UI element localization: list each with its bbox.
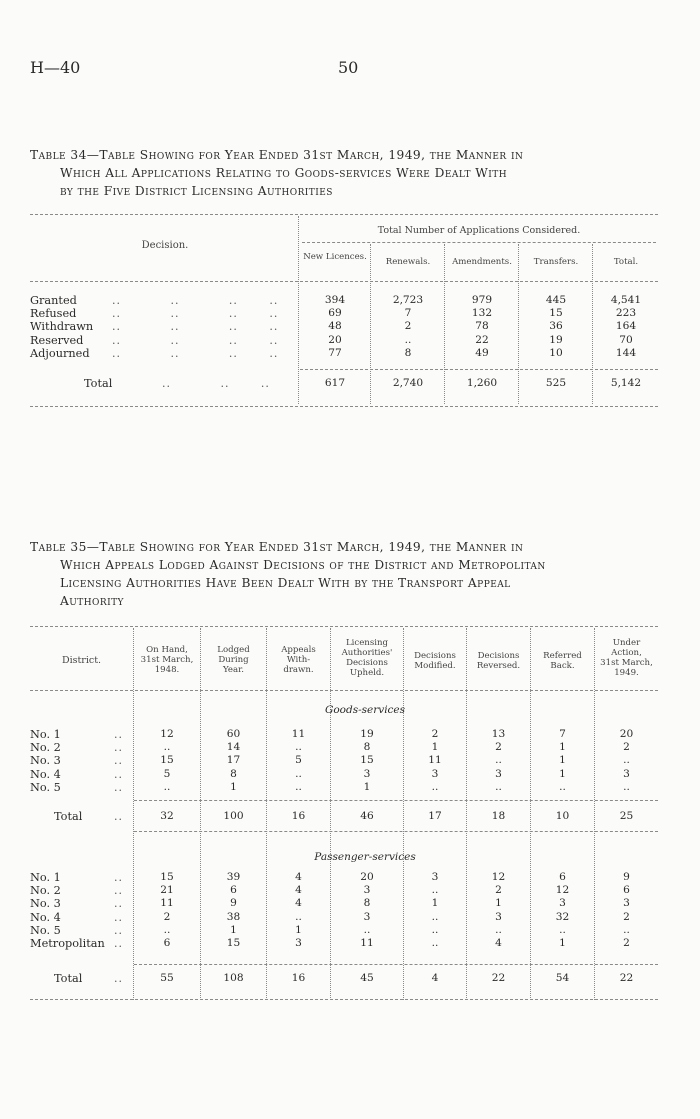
cell: 394	[324, 294, 346, 306]
row-label: No. 2	[30, 884, 61, 898]
column-header: Total.	[613, 257, 639, 267]
total-label: Total	[84, 377, 113, 390]
data-column: 2 1 11 3 ..	[428, 728, 442, 793]
total-cell: 100	[223, 810, 244, 822]
total-cell: 46	[360, 810, 374, 822]
data-column: 4 4 4 .. 1 3	[295, 871, 302, 950]
row-label: No. 4	[30, 910, 61, 924]
cell: 144	[615, 346, 637, 359]
column-header: Appeals With- drawn.	[281, 645, 316, 675]
cell: 2,723	[392, 294, 424, 306]
title-line: by the Five District Licensing Authorities	[60, 184, 333, 198]
leader-dots: .. .. ..	[162, 377, 270, 390]
column-header: Decisions Reversed.	[476, 651, 521, 671]
column-header: Referred Back.	[543, 651, 582, 671]
total-cell: 4	[431, 972, 439, 984]
cell: ..	[404, 333, 412, 346]
row-label: Adjourned	[30, 346, 90, 360]
column-header: Amendments.	[452, 257, 512, 267]
data-column: 19 8 15 3 1	[360, 728, 374, 793]
title-line: Which Appeals Lodged Against Decisions of the District and Metropolitan	[60, 558, 546, 572]
data-column: 60 14 17 8 1	[226, 728, 241, 793]
cell: 69	[328, 307, 342, 320]
section-title: Goods-services	[324, 704, 406, 716]
column-header: On Hand, 31st March, 1948.	[140, 645, 194, 675]
row-labels	[30, 728, 61, 794]
data-column: 6 12 3 32 .. 1	[555, 871, 570, 950]
cell: 48	[328, 320, 342, 333]
row-label: Reserved	[30, 333, 84, 347]
data-column: 7 1 1 1 ..	[559, 728, 566, 793]
cell: 979	[471, 294, 493, 306]
leader-dots: ..	[114, 810, 123, 823]
section-title: Passenger-services	[314, 851, 416, 863]
cell: 132	[471, 307, 493, 320]
column-divider	[370, 244, 371, 404]
total-cell: 1,260	[466, 377, 498, 389]
total-cell: 16	[291, 972, 306, 984]
total-cell: 617	[324, 377, 346, 389]
total-cell: 16	[291, 810, 306, 822]
total-cell: 2,740	[392, 377, 424, 389]
data-column	[300, 294, 370, 360]
leader-dots: .. .. .. .. ..	[114, 728, 123, 794]
column-header: Lodged During Year.	[217, 645, 250, 675]
column-divider	[518, 244, 519, 404]
total-cell: 10	[555, 810, 570, 822]
row-label: No. 4	[30, 767, 61, 781]
data-column: 20 2 .. 3 ..	[619, 728, 634, 793]
table-rule	[30, 626, 658, 627]
district-header: District.	[61, 655, 102, 666]
data-column	[520, 294, 592, 360]
data-column	[372, 294, 444, 360]
row-label: Withdrawn	[30, 320, 94, 334]
table-rule	[30, 690, 658, 691]
column-divider	[592, 244, 593, 404]
column-header: Transfers.	[533, 257, 579, 267]
cell: 49	[475, 346, 489, 359]
decision-header: Decision.	[141, 240, 189, 251]
row-label: Refused	[30, 307, 77, 321]
row-labels	[30, 871, 105, 950]
column-header: Under Action, 31st March, 1949.	[600, 638, 653, 678]
column-divider	[298, 216, 299, 404]
data-column: 15 21 11 2 .. 6	[160, 871, 174, 950]
title-line: Authority	[60, 594, 124, 608]
data-column: 9 6 3 2 .. 2	[623, 871, 630, 950]
cell: 77	[328, 346, 342, 359]
row-labels	[30, 294, 93, 360]
table-rule	[134, 831, 658, 832]
data-column: 3 .. 1 .. .. ..	[431, 871, 439, 950]
data-column: 39 6 9 38 1 15	[226, 871, 241, 950]
data-column: 13 2 .. 3 ..	[491, 728, 506, 793]
cell: 70	[619, 333, 633, 346]
title-line: Table 34—Table Showing for Year Ended 31st March, 1949, the Manner in	[30, 148, 524, 162]
total-cell: 32	[160, 810, 174, 822]
leader-dots: .. .. .. .. .. .. .. .. .. .. .. .. .. .. .. .. .. .. .. ..	[112, 294, 279, 360]
cell: 445	[545, 294, 567, 306]
column-divider	[444, 244, 445, 404]
cell: 223	[615, 307, 637, 320]
table-rule	[134, 964, 658, 965]
data-column	[446, 294, 518, 360]
data-column: 11 .. 5 .. ..	[291, 728, 306, 793]
title-line: Table 35—Table Showing for Year Ended 31st March, 1949, the Manner in	[30, 540, 524, 554]
title-line: Which All Applications Relating to Goods-services Were Dealt With	[60, 166, 508, 180]
row-label: Metropolitan	[30, 937, 105, 951]
total-label: Total	[54, 810, 83, 823]
leader-dots: .. .. .. .. .. ..	[114, 871, 123, 951]
cell: 164	[615, 320, 637, 333]
table-rule	[30, 406, 658, 407]
row-label: No. 2	[30, 741, 61, 755]
row-label: No. 3	[30, 897, 61, 911]
table-rule	[134, 800, 658, 801]
row-label: No. 5	[30, 923, 61, 937]
table-rule	[302, 242, 656, 243]
total-cell: 22	[619, 972, 634, 984]
total-cell: 17	[428, 810, 442, 822]
cell: 20	[328, 333, 342, 346]
column-header: Decisions Modified.	[414, 651, 456, 671]
cell: 15	[549, 307, 563, 320]
cell: 8	[404, 346, 412, 359]
table34-title	[30, 146, 670, 200]
cell: 4,541	[610, 294, 642, 306]
total-cell: 108	[223, 972, 244, 984]
total-cell: 22	[491, 972, 506, 984]
cell: 19	[549, 333, 563, 346]
page-reference: H—40	[30, 58, 81, 77]
total-cell: 55	[160, 972, 174, 984]
total-cell: 25	[619, 810, 634, 822]
total-cell: 5,142	[610, 377, 642, 389]
table35-title	[30, 538, 670, 610]
column-header: Licensing Authorities' Decisions Upheld.	[341, 638, 393, 678]
data-column: 20 3 8 3 .. 11	[360, 871, 374, 950]
group-header: Total Number of Applications Considered.	[377, 225, 581, 236]
table-rule	[30, 281, 658, 282]
column-header: Renewals.	[385, 257, 431, 267]
table-rule	[300, 369, 658, 370]
total-cell: 54	[555, 972, 570, 984]
row-label: No. 1	[30, 871, 61, 884]
total-cell: 18	[491, 810, 506, 822]
row-label: No. 3	[30, 754, 61, 768]
data-column: 12 2 1 3 .. 4	[491, 871, 506, 950]
column-header: New Licences.	[303, 252, 367, 262]
cell: 36	[549, 320, 563, 333]
data-column: 12 .. 15 5 ..	[160, 728, 174, 793]
cell: 7	[404, 307, 412, 320]
row-label: Granted	[30, 294, 77, 307]
leader-dots: ..	[114, 972, 123, 985]
total-cell: 525	[545, 377, 567, 389]
row-label: No. 1	[30, 728, 61, 741]
cell: 10	[549, 346, 563, 359]
cell: 22	[475, 333, 489, 346]
total-label: Total	[54, 972, 83, 985]
total-cell: 45	[360, 972, 374, 984]
cell: 2	[404, 320, 412, 333]
data-column	[594, 294, 658, 360]
page-number: 50	[338, 58, 359, 77]
cell: 78	[475, 320, 489, 333]
title-line: Licensing Authorities Have Been Dealt With by the Transport Appeal	[60, 576, 511, 590]
table-rule	[30, 214, 658, 215]
table-rule	[30, 999, 658, 1000]
row-label: No. 5	[30, 780, 61, 794]
